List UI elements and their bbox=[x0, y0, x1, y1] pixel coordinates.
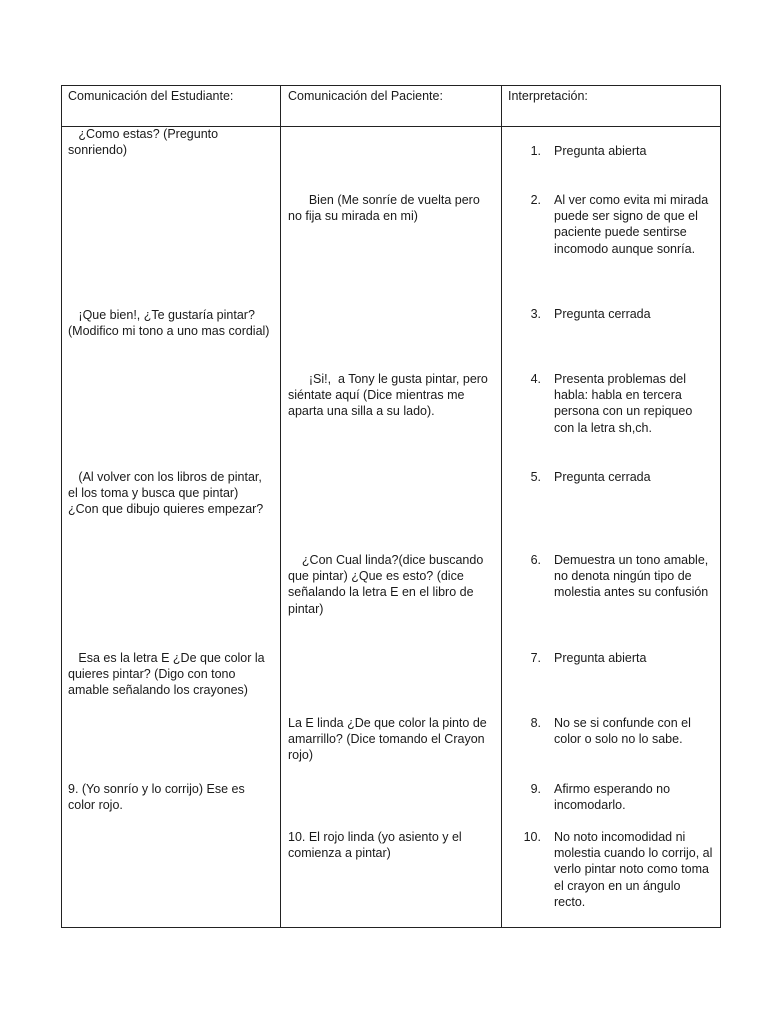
student-line: ¿Como estas? (Pregunto sonriendo) bbox=[68, 127, 222, 158]
item-number: 7. bbox=[530, 651, 541, 665]
header-patient: Comunicación del Paciente: bbox=[288, 89, 443, 103]
item-number: 1. bbox=[530, 144, 541, 158]
item-number: 10. bbox=[523, 830, 541, 844]
item-text: Pregunta abierta bbox=[554, 144, 647, 158]
item-text: Pregunta abierta bbox=[554, 651, 647, 665]
item-number: 6. bbox=[530, 553, 541, 567]
item-number: 4. bbox=[530, 372, 541, 386]
item-number: 9. bbox=[530, 782, 541, 796]
item-text: Demuestra un tono amable, no denota ningún tipo de molestia antes su confusión bbox=[554, 553, 709, 600]
item-text: Pregunta cerrada bbox=[554, 470, 651, 484]
patient-line: 10. El rojo linda (yo asiento y el comienza a pintar) bbox=[288, 830, 466, 861]
item-text: Al ver como evita mi mirada puede ser signo de que el paciente puede sentirse incomodo aunque sonría. bbox=[554, 193, 709, 256]
student-line: 9. (Yo sonrío y lo corrijo) Ese es color rojo. bbox=[68, 782, 249, 813]
dialogue-table bbox=[61, 85, 721, 928]
item-text: Presenta problemas del habla: habla en tercera persona con un repiqueo con la letra sh,ch. bbox=[554, 372, 693, 435]
patient-line: ¿Con Cual linda?(dice buscando que pintar) ¿Que es esto? (dice señalando la letra E en el libro de pintar) bbox=[288, 553, 487, 616]
header-student: Comunicación del Estudiante: bbox=[68, 89, 234, 103]
item-text: No se si confunde con el color o solo no lo sabe. bbox=[554, 716, 691, 747]
patient-line: ¡Si!, a Tony le gusta pintar, pero siéntate aquí (Dice mientras me aparta una silla a su lado). bbox=[288, 372, 492, 419]
student-line: (Al volver con los libros de pintar, el los toma y busca que pintar) ¿Con que dibujo quieres empezar? bbox=[68, 470, 266, 517]
patient-line: Bien (Me sonríe de vuelta pero no fija su mirada en mi) bbox=[288, 193, 484, 224]
column-divider bbox=[280, 86, 281, 927]
item-text: Afirmo esperando no incomodarlo. bbox=[554, 782, 671, 813]
student-line: Esa es la letra E ¿De que color la quieres pintar? (Digo con tono amable señalando los crayones) bbox=[68, 651, 269, 698]
item-text: Pregunta cerrada bbox=[554, 307, 651, 321]
item-number: 2. bbox=[530, 193, 541, 207]
patient-line: La E linda ¿De que color la pinto de amarrillo? (Dice tomando el Crayon rojo) bbox=[288, 716, 491, 763]
student-line: ¡Que bien!, ¿Te gustaría pintar? (Modifico mi tono a uno mas cordial) bbox=[68, 308, 270, 339]
interpretation-list bbox=[502, 86, 721, 927]
item-number: 8. bbox=[530, 716, 541, 730]
item-number: 5. bbox=[530, 470, 541, 484]
header-interpretation: Interpretación: bbox=[508, 89, 588, 103]
item-number: 3. bbox=[530, 307, 541, 321]
item-text: No noto incomodidad ni molestia cuando lo corrijo, al verlo pintar noto como toma el crayon en un ángulo recto. bbox=[554, 830, 713, 909]
